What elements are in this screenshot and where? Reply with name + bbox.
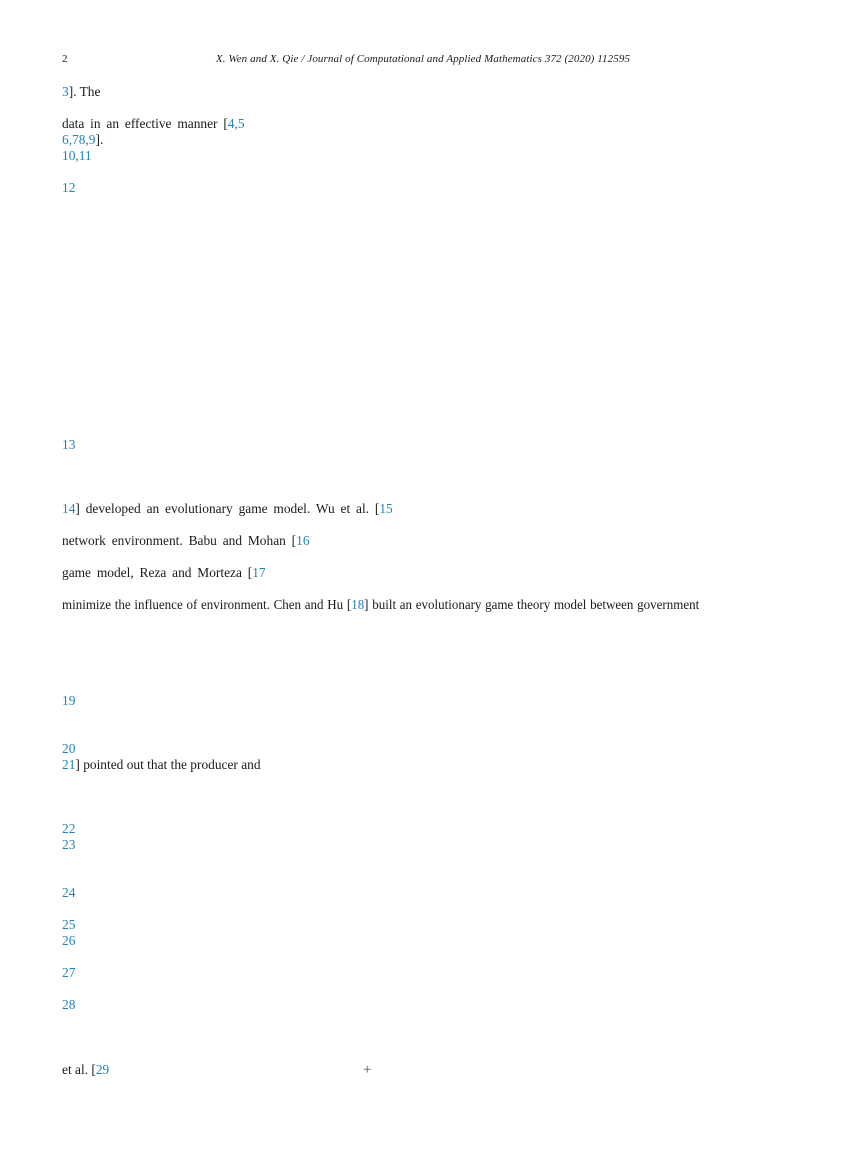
ref-12 [62, 180, 75, 196]
citation-link[interactable]: 20 [62, 741, 76, 756]
ref-28 [62, 997, 75, 1013]
citation-link[interactable]: 28 [62, 997, 76, 1012]
ref-26 [62, 933, 75, 949]
line-ref-18 [62, 597, 699, 613]
citation-link[interactable]: 14 [62, 501, 76, 516]
citation-link[interactable]: 25 [62, 917, 76, 932]
ref-19 [62, 693, 75, 709]
citation-link[interactable]: 23 [62, 837, 76, 852]
citation-link[interactable]: 15 [379, 501, 393, 516]
ref-20 [62, 741, 75, 757]
text-run: ] built an evolutionary game theory model between government [364, 597, 700, 612]
ref-23 [62, 837, 75, 853]
citation-link[interactable]: 27 [62, 965, 76, 980]
citation-link[interactable]: 3 [62, 84, 69, 99]
line-ref-29 [62, 1062, 109, 1078]
line-ref-3 [62, 84, 100, 100]
text-run: ]. The [68, 84, 101, 99]
line-ref-10-11 [62, 148, 92, 164]
citation-link[interactable]: 10,11 [62, 148, 92, 163]
citation-link[interactable]: 19 [62, 693, 76, 708]
ref-27 [62, 965, 75, 981]
plus-fragment [363, 1062, 371, 1078]
citation-link[interactable]: 6,78,9 [62, 132, 96, 147]
ref-13 [62, 437, 75, 453]
text-run: game model, Reza and Morteza [ [62, 565, 253, 580]
citation-link[interactable]: 21 [62, 757, 76, 772]
ref-25 [62, 917, 75, 933]
text-run: network environment. Babu and Mohan [ [62, 533, 297, 548]
citation-link[interactable]: 4,5 [227, 116, 245, 131]
line-ref-16 [62, 533, 310, 549]
line-ref-6-9 [62, 132, 103, 148]
ref-24 [62, 885, 75, 901]
text-run: ] developed an evolutionary game model. Wu et al. [ [75, 501, 380, 516]
citation-link[interactable]: 16 [296, 533, 310, 548]
running-head-title: X. Wen and X. Qie / Journal of Computational and Applied Mathematics 372 (2020) 112595 [215, 53, 631, 65]
line-ref-14-15 [62, 501, 393, 517]
citation-link[interactable]: 24 [62, 885, 76, 900]
plus-glyph: + [363, 1062, 372, 1078]
citation-link[interactable]: 13 [62, 437, 76, 452]
citation-link[interactable]: 17 [252, 565, 266, 580]
text-run: minimize the influence of environment. Chen and Hu [ [62, 597, 352, 612]
citation-link[interactable]: 29 [95, 1062, 110, 1077]
line-ref-21 [62, 757, 261, 773]
citation-link[interactable]: 12 [62, 180, 76, 195]
citation-link[interactable]: 22 [62, 821, 76, 836]
page-number: 2 [62, 53, 68, 65]
line-ref-17 [62, 565, 266, 581]
text-run: ]. [95, 132, 104, 147]
line-ref-4-5 [62, 116, 245, 132]
ref-22 [62, 821, 75, 837]
text-run: et al. [ [62, 1062, 96, 1077]
citation-link[interactable]: 26 [62, 933, 76, 948]
text-run: ] pointed out that the producer and [75, 757, 261, 772]
running-head-row [0, 51, 846, 67]
citation-link[interactable]: 18 [351, 597, 365, 612]
text-run: data in an effective manner [ [62, 116, 228, 131]
